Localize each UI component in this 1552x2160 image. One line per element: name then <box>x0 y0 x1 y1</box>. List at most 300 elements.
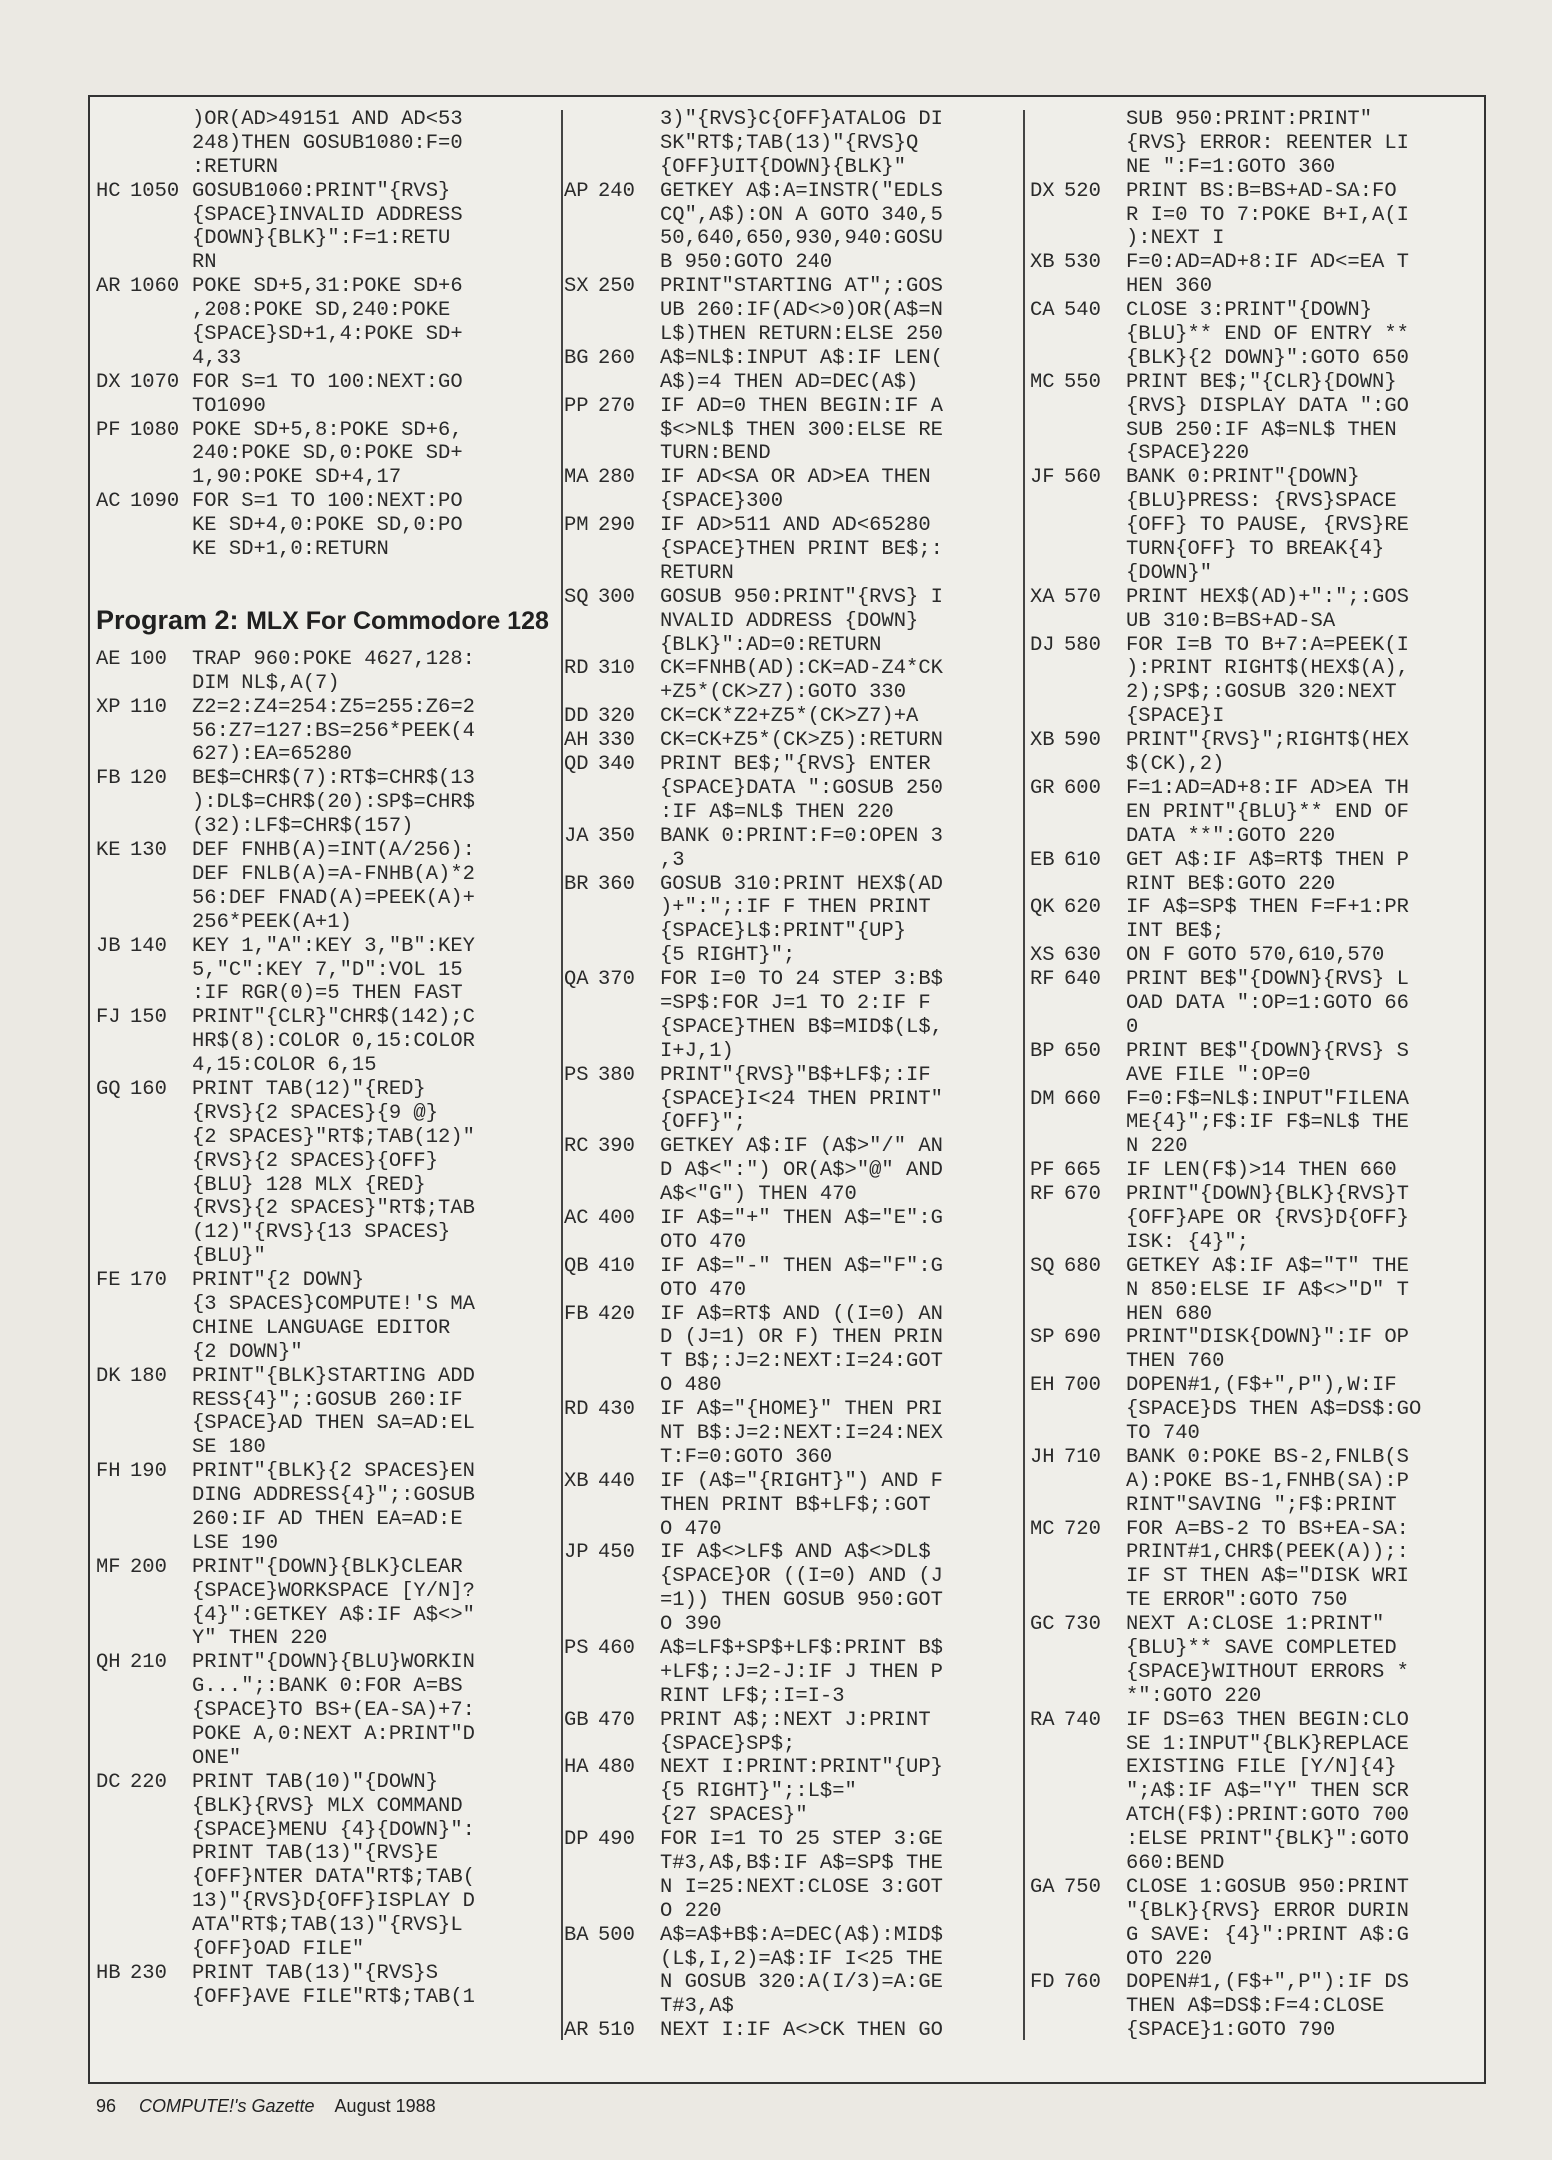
line-number: 160 <box>130 1077 167 1101</box>
line-number: 620 <box>1064 896 1101 920</box>
code-text: 260:IF AD THEN EA=AD:E <box>192 1507 463 1531</box>
code-text: IF A$<>LF$ AND A$<>DL$ <box>660 1541 931 1565</box>
code-text: {BLU} 128 MLX {RED} <box>192 1173 426 1197</box>
checksum-code: RC <box>564 1135 589 1159</box>
code-line <box>564 204 1002 228</box>
code-text: RETURN <box>660 561 734 585</box>
code-text: T#3,A$ <box>660 1995 734 2019</box>
code-line <box>564 586 1002 610</box>
code-text: A$<"G") THEN 470 <box>660 1183 857 1207</box>
code-text: Z2=2:Z4=254:Z5=255:Z6=2 <box>192 695 475 719</box>
code-text: (L$,I,2)=A$:IF I<25 THE <box>660 1947 943 1971</box>
code-text: N I=25:NEXT:CLOSE 3:GOT <box>660 1875 943 1899</box>
code-line <box>564 1016 1002 1040</box>
code-text: {SPACE}300 <box>660 490 784 514</box>
line-number: 240 <box>598 179 635 203</box>
code-text: TURN:BEND <box>660 442 771 466</box>
code-line <box>564 1111 1002 1135</box>
code-line <box>564 442 1002 466</box>
code-text: ):NEXT I <box>1126 227 1225 251</box>
code-text: {BLU}PRESS: {RVS}SPACE <box>1126 490 1397 514</box>
code-line <box>96 108 551 132</box>
code-line <box>1030 1828 1480 1852</box>
code-text: INT BE$; <box>1126 920 1225 944</box>
code-line <box>96 1604 551 1628</box>
code-text: 248)THEN GOSUB1080:F=0 <box>192 131 463 155</box>
line-number: 660 <box>1064 1087 1101 1111</box>
code-line <box>564 1685 1002 1709</box>
code-text: A):POKE BS-1,FNHB(SA):P <box>1126 1469 1409 1493</box>
code-text: IF A$="-" THEN A$="F":G <box>660 1254 943 1278</box>
line-number: 290 <box>598 514 635 538</box>
code-text: CK=CK+Z5*(CK>Z5):RETURN <box>660 729 943 753</box>
code-text: GETKEY A$:IF A$="T" THE <box>1126 1254 1409 1278</box>
code-line <box>564 156 1002 180</box>
issue-date: August 1988 <box>334 2096 436 2116</box>
code-line <box>1030 2019 1480 2043</box>
code-text: ,208:POKE SD,240:POKE <box>192 299 451 323</box>
line-number: 120 <box>130 767 167 791</box>
checksum-code: FB <box>564 1302 589 1326</box>
line-number: 200 <box>130 1555 167 1579</box>
code-line <box>1030 1876 1480 1900</box>
code-text: {SPACE}THEN B$=MID$(L$, <box>660 1015 943 1039</box>
code-text: DIM NL$,A(7) <box>192 671 340 695</box>
code-line <box>1030 1207 1480 1231</box>
code-text: 0 <box>1126 1015 1139 1039</box>
code-text: *":GOTO 220 <box>1126 1684 1262 1708</box>
code-line <box>1030 347 1480 371</box>
code-text: {SPACE}MENU {4}{DOWN}": <box>192 1818 475 1842</box>
checksum-code: BR <box>564 872 589 896</box>
code-line <box>564 1326 1002 1350</box>
code-text: RINT BE$:GOTO 220 <box>1126 872 1336 896</box>
code-line <box>96 720 551 744</box>
line-number: 665 <box>1064 1159 1101 1183</box>
code-line <box>1030 1398 1480 1422</box>
listing-column-2 <box>564 108 1002 2043</box>
code-text: IF A$=RT$ AND ((I=0) AN <box>660 1302 943 1326</box>
code-text: EN PRINT"{BLU}** END OF <box>1126 800 1409 824</box>
checksum-code: QH <box>96 1651 121 1675</box>
code-line <box>564 227 1002 251</box>
code-text: A$)=4 THEN AD=DEC(A$) <box>660 370 919 394</box>
line-number: 260 <box>598 346 635 370</box>
line-number: 540 <box>1064 299 1101 323</box>
line-number: 430 <box>598 1398 635 1422</box>
code-text: AVE FILE ":OP=0 <box>1126 1063 1311 1087</box>
code-text: PRINT"{DOWN}{BLK}CLEAR <box>192 1555 463 1579</box>
line-number: 230 <box>130 1961 167 1985</box>
code-text: NEXT I:PRINT:PRINT"{UP} <box>660 1756 943 1780</box>
code-line <box>1030 1948 1480 1972</box>
code-line <box>564 873 1002 897</box>
code-text: 256*PEEK(A+1) <box>192 910 352 934</box>
checksum-code: RA <box>1030 1708 1055 1732</box>
code-line <box>1030 1374 1480 1398</box>
code-line <box>1030 132 1480 156</box>
code-line <box>564 1183 1002 1207</box>
code-line <box>96 156 551 180</box>
line-number: 460 <box>598 1637 635 1660</box>
code-text: )+":";:IF F THEN PRINT <box>660 896 931 920</box>
line-number: 630 <box>1064 944 1101 968</box>
line-number: 1050 <box>130 179 180 203</box>
code-line <box>96 442 551 466</box>
code-line <box>564 777 1002 801</box>
line-number: 310 <box>598 657 635 681</box>
code-line <box>96 323 551 347</box>
code-line <box>564 825 1002 849</box>
checksum-code: XB <box>564 1469 589 1493</box>
code-text: NEXT I:IF A<>CK THEN GO <box>660 2019 943 2043</box>
code-line <box>1030 1733 1480 1757</box>
code-text: GOSUB1060:PRINT"{RVS} <box>192 179 451 203</box>
code-text: {RVS}{2 SPACES}{9 @} <box>192 1101 439 1125</box>
code-text: HEN 680 <box>1126 1302 1213 1326</box>
line-number: 760 <box>1064 1971 1101 1995</box>
code-line <box>1030 753 1480 777</box>
line-number: 490 <box>598 1828 635 1852</box>
code-text: TO 740 <box>1126 1421 1200 1445</box>
code-line <box>1030 1255 1480 1279</box>
line-number: 1070 <box>130 370 180 394</box>
code-text: FOR A=BS-2 TO BS+EA-SA: <box>1126 1517 1409 1541</box>
code-text: {SPACE}1:GOTO 790 <box>1126 2019 1336 2043</box>
column-divider <box>561 110 563 2040</box>
code-text: OAD DATA ":OP=1:GOTO 66 <box>1126 991 1409 1015</box>
code-line <box>564 1804 1002 1828</box>
checksum-code: FE <box>96 1269 121 1293</box>
code-text: HEN 360 <box>1126 275 1213 299</box>
code-text: ME{4}";F$:IF F$=NL$ THE <box>1126 1111 1409 1135</box>
code-line <box>1030 1852 1480 1876</box>
code-text: ):PRINT RIGHT$(HEX$(A), <box>1126 657 1409 681</box>
code-line <box>96 1938 551 1962</box>
code-text: +LF$;:J=2-J:IF J THEN P <box>660 1660 943 1684</box>
code-text: PRINT#1,CHR$(PEEK(A));: <box>1126 1541 1409 1565</box>
line-number: 680 <box>1064 1254 1101 1278</box>
code-text: ATA"RT$;TAB(13)"{RVS}L <box>192 1914 463 1938</box>
code-line <box>96 1795 551 1819</box>
checksum-code: MA <box>564 466 589 490</box>
code-line <box>96 1197 551 1221</box>
code-line <box>96 1842 551 1866</box>
code-line <box>564 1852 1002 1876</box>
code-text: FOR I=1 TO 25 STEP 3:GE <box>660 1828 943 1852</box>
code-text: IF LEN(F$)>14 THEN 660 <box>1126 1159 1397 1183</box>
line-number: 450 <box>598 1541 635 1565</box>
code-line <box>1030 801 1480 825</box>
code-text: ,3 <box>660 848 685 872</box>
code-line <box>1030 1088 1480 1112</box>
line-number: 110 <box>130 695 167 719</box>
code-line <box>96 863 551 887</box>
code-line <box>96 815 551 839</box>
code-line <box>96 959 551 983</box>
code-line <box>564 490 1002 514</box>
code-text: THEN 760 <box>1126 1350 1225 1374</box>
checksum-code: AH <box>564 729 589 753</box>
code-text: FOR S=1 TO 100:NEXT:PO <box>192 490 463 514</box>
code-text: PRINT TAB(13)"{RVS}S <box>192 1961 439 1985</box>
code-line <box>1030 466 1480 490</box>
code-text: {BLK}{RVS} MLX COMMAND <box>192 1794 463 1818</box>
code-line <box>96 839 551 863</box>
line-number: 750 <box>1064 1875 1101 1899</box>
line-number: 190 <box>130 1460 167 1484</box>
code-line <box>96 1054 551 1078</box>
checksum-code: XA <box>1030 585 1055 609</box>
code-text: {SPACE}220 <box>1126 442 1250 466</box>
code-text: BANK 0:POKE BS-2,FNLB(S <box>1126 1445 1409 1469</box>
code-text: N GOSUB 320:A(I/3)=A:GE <box>660 1971 943 1995</box>
code-line <box>96 1890 551 1914</box>
code-text: G...";:BANK 0:FOR A=BS <box>192 1675 463 1699</box>
page-footer <box>96 2096 436 2117</box>
line-number: 560 <box>1064 466 1101 490</box>
code-line <box>96 1293 551 1317</box>
checksum-code: AC <box>564 1206 589 1230</box>
checksum-code: PM <box>564 514 589 538</box>
code-text: KE SD+1,0:RETURN <box>192 538 389 562</box>
code-line <box>564 1995 1002 2019</box>
line-number: 100 <box>130 647 167 671</box>
code-line <box>96 1460 551 1484</box>
checksum-code: AC <box>96 490 121 514</box>
checksum-code: MC <box>1030 370 1055 394</box>
code-text: {SPACE}OR ((I=0) AND (J <box>660 1565 943 1589</box>
code-text: :RETURN <box>192 155 279 179</box>
code-line <box>96 1078 551 1102</box>
code-line <box>96 514 551 538</box>
code-text: {OFF}UIT{DOWN}{BLK}" <box>660 155 907 179</box>
code-text: {OFF}AVE FILE"RT$;TAB(1 <box>192 1985 475 2009</box>
line-number: 530 <box>1064 251 1101 275</box>
code-line <box>96 1556 551 1580</box>
code-text: PRINT"{CLR}"CHR$(142);C <box>192 1006 475 1030</box>
code-text: NE ":F=1:GOTO 360 <box>1126 155 1336 179</box>
code-line <box>96 1245 551 1269</box>
line-number: 690 <box>1064 1326 1101 1350</box>
code-line <box>1030 1111 1480 1135</box>
code-text: UB 260:IF(AD<>0)OR(A$=N <box>660 299 943 323</box>
code-line <box>96 1675 551 1699</box>
code-text: FOR I=B TO B+7:A=PEEK(I <box>1126 633 1409 657</box>
line-number: 720 <box>1064 1517 1101 1541</box>
code-line <box>564 1661 1002 1685</box>
checksum-code: QK <box>1030 896 1055 920</box>
code-line <box>96 1341 551 1365</box>
line-number: 140 <box>130 934 167 958</box>
line-number: 350 <box>598 824 635 848</box>
code-line <box>1030 610 1480 634</box>
code-text: :IF RGR(0)=5 THEN FAST <box>192 982 463 1006</box>
code-text: KEY 1,"A":KEY 3,"B":KEY <box>192 934 475 958</box>
code-text: =1)) THEN GOSUB 950:GOT <box>660 1589 943 1613</box>
code-line <box>96 911 551 935</box>
code-line <box>564 1279 1002 1303</box>
code-text: IF AD<SA OR AD>EA THEN <box>660 466 931 490</box>
code-text: RINT LF$;:I=I-3 <box>660 1684 845 1708</box>
checksum-code: HC <box>96 179 121 203</box>
code-text: {2 SPACES}"RT$;TAB(12)" <box>192 1125 475 1149</box>
code-line <box>96 371 551 395</box>
code-text: LSE 190 <box>192 1531 279 1555</box>
code-text: RESS{4}";:GOSUB 260:IF <box>192 1388 463 1412</box>
code-line <box>1030 1709 1480 1733</box>
code-text: 56:DEF FNAD(A)=PEEK(A)+ <box>192 886 475 910</box>
code-text: {3 SPACES}COMPUTE!'S MA <box>192 1292 475 1316</box>
code-text: CK=FNHB(AD):CK=AD-Z4*CK <box>660 657 943 681</box>
code-text: PRINT BE$"{DOWN}{RVS} L <box>1126 968 1409 992</box>
line-number: 520 <box>1064 179 1101 203</box>
code-text: 1,90:POKE SD+4,17 <box>192 466 402 490</box>
code-text: PRINT"{DOWN}{BLU}WORKIN <box>192 1651 475 1675</box>
code-line <box>96 132 551 156</box>
checksum-code: DJ <box>1030 633 1055 657</box>
code-line <box>564 1541 1002 1565</box>
checksum-code: FD <box>1030 1971 1055 1995</box>
code-text: {SPACE}AD THEN SA=AD:EL <box>192 1412 475 1436</box>
checksum-code: HB <box>96 1961 121 1985</box>
checksum-code: XP <box>96 695 121 719</box>
code-text: B 950:GOTO 240 <box>660 251 833 275</box>
code-line <box>1030 1470 1480 1494</box>
code-text: {OFF}NTER DATA"RT$;TAB( <box>192 1866 475 1890</box>
code-line <box>1030 705 1480 729</box>
code-text: TURN{OFF} TO BREAK{4} <box>1126 538 1385 562</box>
code-line <box>1030 1637 1480 1661</box>
code-line <box>1030 251 1480 275</box>
code-line <box>1030 156 1480 180</box>
code-text: {RVS} DISPLAY DATA ":GO <box>1126 394 1409 418</box>
code-text: A$=LF$+SP$+LF$:PRINT B$ <box>660 1637 943 1660</box>
code-text: {SPACE}SD+1,4:POKE SD+ <box>192 323 463 347</box>
code-text: PRINT"{BLK}{2 SPACES}EN <box>192 1460 475 1484</box>
code-line <box>96 767 551 791</box>
code-line <box>564 992 1002 1016</box>
checksum-code: FB <box>96 767 121 791</box>
code-line <box>96 1150 551 1174</box>
code-line <box>96 1627 551 1651</box>
code-text: 4,15:COLOR 6,15 <box>192 1054 377 1078</box>
listing-column-1 <box>96 108 551 2043</box>
code-text: KE SD+4,0:POKE SD,0:PO <box>192 514 463 538</box>
checksum-code: RD <box>564 657 589 681</box>
code-line <box>564 944 1002 968</box>
code-line <box>1030 1924 1480 1948</box>
code-line <box>1030 275 1480 299</box>
code-text: 4,33 <box>192 346 242 370</box>
code-text: {SPACE}L$:PRINT"{UP} <box>660 920 907 944</box>
checksum-code: SQ <box>1030 1254 1055 1278</box>
code-line <box>1030 1040 1480 1064</box>
code-text: {SPACE}I <box>1126 705 1225 729</box>
code-line <box>96 1030 551 1054</box>
code-line <box>1030 1135 1480 1159</box>
checksum-code: JA <box>564 824 589 848</box>
code-text: {DOWN}" <box>1126 561 1213 585</box>
line-number: 320 <box>598 705 635 729</box>
checksum-code: RD <box>564 1398 589 1422</box>
code-line <box>96 743 551 767</box>
code-text: {BLU}** END OF ENTRY ** <box>1126 323 1409 347</box>
code-text: SUB 950:PRINT:PRINT" <box>1126 108 1373 131</box>
checksum-code: PF <box>96 418 121 442</box>
code-line <box>1030 1231 1480 1255</box>
code-text: ATCH(F$):PRINT:GOTO 700 <box>1126 1804 1409 1828</box>
code-text: {OFF}"; <box>660 1111 747 1135</box>
code-text: D (J=1) OR F) THEN PRIN <box>660 1326 943 1350</box>
code-line <box>1030 538 1480 562</box>
line-number: 670 <box>1064 1183 1101 1207</box>
code-text: PRINT"{RVS}"B$+LF$;:IF <box>660 1063 931 1087</box>
code-line <box>96 1986 551 2010</box>
code-text: F=1:AD=AD+8:IF AD>EA TH <box>1126 776 1409 800</box>
code-line <box>96 935 551 959</box>
code-text: 660:BEND <box>1126 1852 1225 1876</box>
code-line <box>564 801 1002 825</box>
code-line <box>96 648 551 672</box>
code-line <box>96 1723 551 1747</box>
code-line <box>564 1756 1002 1780</box>
code-text: O 470 <box>660 1517 722 1541</box>
code-line <box>1030 1446 1480 1470</box>
code-line <box>564 920 1002 944</box>
code-line <box>564 1948 1002 1972</box>
code-text: {5 RIGHT}";:L$=" <box>660 1780 857 1804</box>
code-line <box>1030 873 1480 897</box>
code-line <box>96 1389 551 1413</box>
code-line <box>564 323 1002 347</box>
code-line <box>1030 849 1480 873</box>
code-text: FOR S=1 TO 100:NEXT:GO <box>192 370 463 394</box>
code-line <box>564 1040 1002 1064</box>
code-text: ):DL$=CHR$(20):SP$=CHR$ <box>192 791 475 815</box>
code-line <box>1030 586 1480 610</box>
code-text: G SAVE: {4}":PRINT A$:G <box>1126 1923 1409 1947</box>
code-text: {OFF}APE OR {RVS}D{OFF} <box>1126 1206 1409 1230</box>
code-text: {27 SPACES}" <box>660 1804 808 1828</box>
code-line <box>564 729 1002 753</box>
code-line <box>96 1651 551 1675</box>
checksum-code: PF <box>1030 1159 1055 1183</box>
code-text: +Z5*(CK>Z7):GOTO 330 <box>660 681 907 705</box>
code-text: RINT"SAVING ";F$:PRINT <box>1126 1493 1397 1517</box>
code-text: (32):LF$=CHR$(157) <box>192 815 414 839</box>
code-text: 13)"{RVS}D{OFF}ISPLAY D <box>192 1890 475 1914</box>
code-line <box>1030 1900 1480 1924</box>
code-line <box>564 371 1002 395</box>
line-number: 270 <box>598 394 635 418</box>
checksum-code: XB <box>1030 729 1055 753</box>
code-text: GET A$:IF A$=RT$ THEN P <box>1126 848 1409 872</box>
code-line <box>96 1126 551 1150</box>
line-number: 700 <box>1064 1374 1101 1398</box>
line-number: 400 <box>598 1206 635 1230</box>
code-text: PRINT"{BLK}STARTING ADD <box>192 1364 475 1388</box>
code-line <box>564 299 1002 323</box>
code-line <box>564 1589 1002 1613</box>
code-text: PRINT HEX$(AD)+":";:GOS <box>1126 585 1409 609</box>
checksum-code: JF <box>1030 466 1055 490</box>
line-number: 180 <box>130 1364 167 1388</box>
code-text: NEXT A:CLOSE 1:PRINT" <box>1126 1613 1385 1637</box>
code-line <box>96 1221 551 1245</box>
code-text: {BLU}** SAVE COMPLETED <box>1126 1637 1397 1660</box>
line-number: 370 <box>598 968 635 992</box>
